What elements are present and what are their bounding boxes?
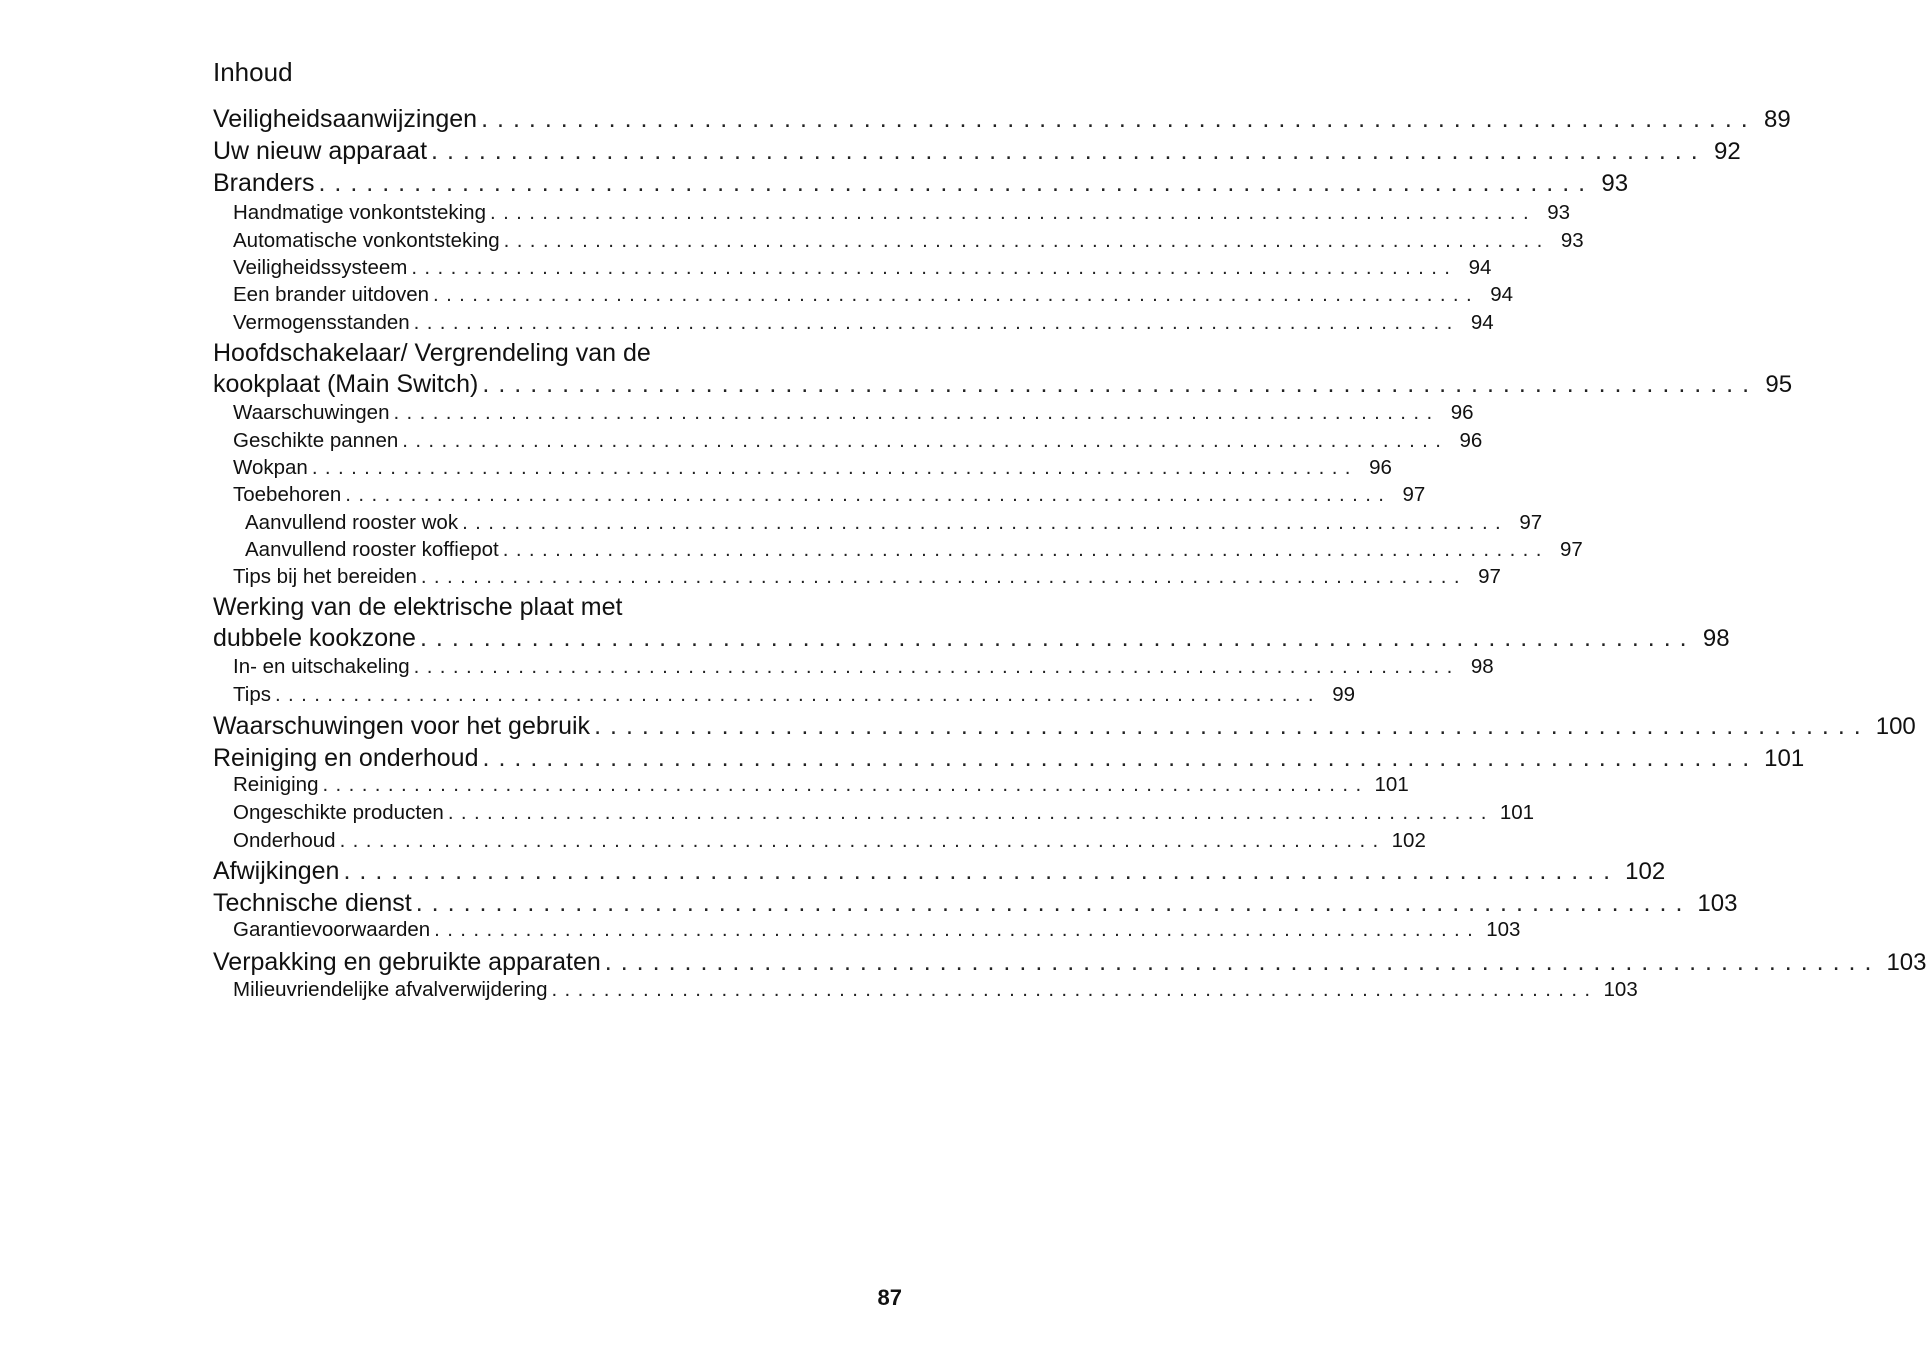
toc-entry-title: Uw nieuw apparaat bbox=[213, 137, 428, 165]
dot-leader: ................................................................................ bbox=[482, 370, 1759, 399]
toc-entry-page: 96 bbox=[1459, 429, 1483, 452]
toc-entry-page: 93 bbox=[1601, 170, 1629, 197]
toc-entry-title: Verpakking en gebruikte apparaten bbox=[213, 948, 601, 976]
toc-entry[interactable] bbox=[213, 682, 1356, 708]
toc-heading: Inhoud bbox=[213, 57, 293, 87]
toc-entry-title: Branders bbox=[213, 169, 315, 197]
toc-entry-title: Geschikte pannen bbox=[233, 429, 399, 452]
toc-entry-page: 96 bbox=[1369, 456, 1392, 479]
dot-leader: ................................................................................ bbox=[481, 105, 1757, 133]
toc-entry-title: Onderhoud bbox=[233, 829, 336, 852]
dot-leader: ................................................................................ bbox=[490, 201, 1537, 224]
dot-leader: ................................................................................ bbox=[274, 683, 1322, 706]
toc-entry[interactable] bbox=[213, 711, 1916, 742]
toc-entry[interactable] bbox=[213, 282, 1514, 308]
toc-entry-page: 99 bbox=[1332, 683, 1356, 706]
toc-entry[interactable] bbox=[213, 455, 1392, 481]
toc-entry[interactable] bbox=[213, 338, 1793, 401]
dot-leader: ................................................................................ bbox=[318, 169, 1595, 197]
toc-entry-title: Veiligheidsaanwijzingen bbox=[213, 105, 478, 133]
toc-entry[interactable] bbox=[213, 168, 1629, 199]
toc-entry-page: 103 bbox=[1486, 918, 1521, 941]
dot-leader: ................................................................................ bbox=[402, 429, 1449, 452]
toc-entry[interactable] bbox=[213, 592, 1730, 655]
toc-entry-title: Technische dienst bbox=[213, 889, 412, 917]
toc-entry-title: Garantievoorwaarden bbox=[233, 918, 431, 941]
toc-entry-page: 103 bbox=[1697, 890, 1738, 917]
toc-entry-page: 103 bbox=[1603, 978, 1638, 1001]
toc-entry[interactable] bbox=[213, 772, 1409, 798]
dot-leader: ................................................................................ bbox=[345, 483, 1392, 506]
toc-entry[interactable] bbox=[213, 888, 1738, 919]
dot-leader: ................................................................................ bbox=[604, 948, 1881, 976]
toc-entry-page: 102 bbox=[1391, 829, 1426, 852]
toc-entry[interactable] bbox=[213, 400, 1474, 426]
toc-entry-title: dubbele kookzone bbox=[213, 624, 416, 653]
dot-leader: ................................................................................ bbox=[551, 978, 1598, 1001]
dot-leader: ................................................................................ bbox=[594, 712, 1870, 740]
toc-entry-page: 97 bbox=[1560, 538, 1583, 561]
toc-entry-title: Tips bij het bereiden bbox=[233, 565, 417, 588]
toc-entry-page: 94 bbox=[1490, 283, 1514, 306]
toc-entry[interactable] bbox=[213, 310, 1494, 336]
toc-entry-title: Afwijkingen bbox=[213, 857, 340, 885]
toc-entry[interactable] bbox=[213, 255, 1492, 281]
toc-entry-title: Waarschuwingen voor het gebruik bbox=[213, 712, 591, 740]
dot-leader: ................................................................................ bbox=[503, 229, 1550, 252]
toc-entry-title: Vermogensstanden bbox=[233, 311, 410, 334]
dot-leader: ................................................................................ bbox=[413, 311, 1460, 334]
page-number: 87 bbox=[877, 1285, 902, 1310]
toc-entry-page: 98 bbox=[1470, 655, 1494, 678]
toc-entry-page: 102 bbox=[1625, 858, 1666, 885]
toc-entry-page: 96 bbox=[1450, 401, 1474, 424]
toc-entry[interactable] bbox=[213, 228, 1584, 254]
toc-entry-title: Aanvullend rooster wok bbox=[245, 511, 459, 534]
toc-entry-page: 95 bbox=[1765, 371, 1793, 399]
toc-entry-page: 100 bbox=[1875, 713, 1916, 740]
toc-entry[interactable] bbox=[213, 743, 1805, 774]
toc-entry[interactable] bbox=[213, 654, 1494, 680]
dot-leader: ................................................................................ bbox=[415, 889, 1692, 917]
toc-entry-title: Aanvullend rooster koffiepot bbox=[245, 538, 499, 561]
dot-leader: ................................................................................ bbox=[343, 857, 1620, 885]
toc-entry-page: 101 bbox=[1374, 773, 1409, 796]
toc-entry-page: 93 bbox=[1560, 229, 1584, 252]
toc-entry-title: Veiligheidssysteem bbox=[233, 256, 408, 279]
toc-entry[interactable] bbox=[213, 428, 1483, 454]
dot-leader: ................................................................................ bbox=[447, 801, 1494, 824]
toc-entry-title: Reiniging bbox=[233, 773, 319, 796]
toc-entry-title: Toebehoren bbox=[233, 483, 342, 506]
dot-leader: ................................................................................ bbox=[339, 829, 1386, 852]
toc-entry-page: 97 bbox=[1402, 483, 1426, 506]
toc-entry[interactable] bbox=[213, 104, 1791, 135]
dot-leader: ................................................................................ bbox=[419, 624, 1696, 653]
toc-entry[interactable] bbox=[213, 510, 1543, 536]
toc-entry[interactable] bbox=[213, 828, 1426, 854]
dot-leader: ................................................................................ bbox=[322, 773, 1369, 796]
toc-entry-title: In- en uitschakeling bbox=[233, 655, 410, 678]
toc-entry-title: Automatische vonkontsteking bbox=[233, 229, 500, 252]
toc-entry[interactable] bbox=[213, 977, 1638, 1003]
toc-entry-page: 98 bbox=[1702, 625, 1730, 653]
toc-entry-title-first-line: Hoofdschakelaar/ Vergrendeling van de bbox=[213, 339, 651, 367]
toc-entry-title: Wokpan bbox=[233, 456, 308, 479]
toc-entry-title: Reiniging en onderhoud bbox=[213, 744, 479, 772]
dot-leader: ................................................................................ bbox=[502, 538, 1549, 561]
toc-entry-title-first-line: Werking van de elektrische plaat met bbox=[213, 593, 623, 621]
toc-entry-title: Een brander uitdoven bbox=[233, 283, 430, 306]
toc-entry[interactable] bbox=[213, 537, 1583, 563]
toc-entry-page: 94 bbox=[1470, 311, 1494, 334]
toc-entry-page: 92 bbox=[1713, 138, 1741, 165]
toc-entry[interactable] bbox=[213, 800, 1535, 826]
toc-entry[interactable] bbox=[213, 482, 1426, 508]
toc-entry-title: Waarschuwingen bbox=[233, 401, 390, 424]
toc-entry[interactable] bbox=[213, 856, 1666, 887]
toc-entry-page: 93 bbox=[1547, 201, 1571, 224]
dot-leader: ................................................................................ bbox=[393, 401, 1440, 424]
dot-leader: ................................................................................ bbox=[433, 283, 1480, 306]
dot-leader: ................................................................................ bbox=[462, 511, 1509, 534]
dot-leader: ................................................................................ bbox=[431, 137, 1707, 165]
toc-entry-title: Ongeschikte producten bbox=[233, 801, 444, 824]
toc-entry-page: 101 bbox=[1764, 745, 1805, 772]
toc-entry-page: 97 bbox=[1519, 511, 1543, 534]
toc-entry-page: 89 bbox=[1764, 106, 1791, 133]
toc-entry-page: 103 bbox=[1886, 949, 1927, 976]
dot-leader: ................................................................................ bbox=[311, 456, 1358, 479]
dot-leader: ................................................................................ bbox=[434, 918, 1481, 941]
toc-entry[interactable] bbox=[213, 200, 1571, 226]
dot-leader: ................................................................................ bbox=[482, 744, 1759, 772]
toc-entry[interactable] bbox=[213, 947, 1927, 978]
toc-entry[interactable] bbox=[213, 564, 1501, 590]
dot-leader: ................................................................................ bbox=[411, 256, 1458, 279]
toc-entry[interactable] bbox=[213, 136, 1741, 167]
toc-entry-title: kookplaat (Main Switch) bbox=[213, 370, 479, 399]
toc-entry-page: 101 bbox=[1499, 801, 1535, 824]
toc-entry[interactable] bbox=[213, 917, 1521, 943]
toc-entry-title: Handmatige vonkontsteking bbox=[233, 201, 486, 224]
toc-entry-page: 97 bbox=[1478, 565, 1501, 588]
dot-leader: ................................................................................ bbox=[420, 565, 1467, 588]
toc-entry-title: Tips bbox=[233, 683, 271, 706]
dot-leader: ................................................................................ bbox=[413, 655, 1460, 678]
toc-entry-page: 94 bbox=[1468, 256, 1492, 279]
toc-entry-title: Milieuvriendelijke afvalverwijdering bbox=[233, 978, 548, 1001]
